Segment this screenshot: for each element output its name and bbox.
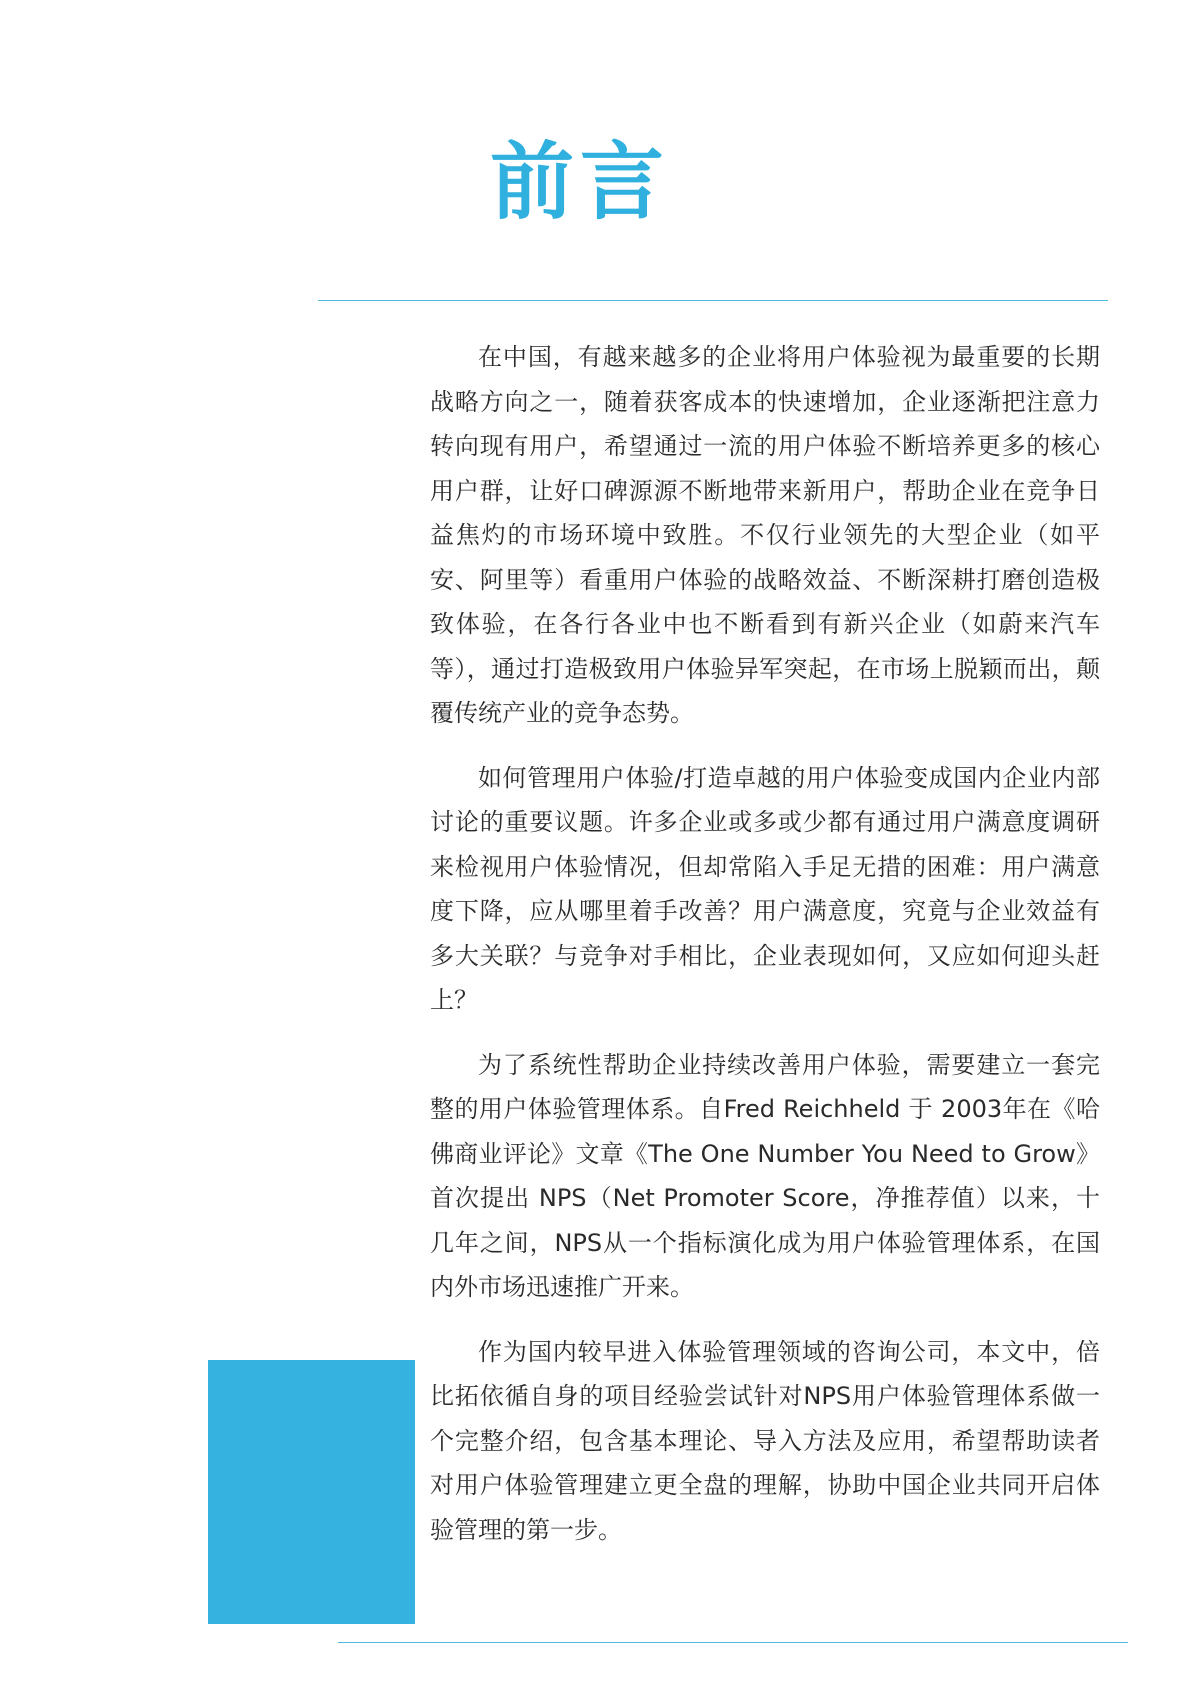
page-title: 前言 — [490, 133, 671, 231]
decorative-accent-block — [208, 1360, 415, 1624]
paragraph-4: 作为国内较早进入体验管理领域的咨询公司，本文中，倍比拓依循自身的项目经验尝试针对NPS用户体验管理体系做一个完整介绍，包含基本理论、导入方法及应用，希望帮助读者对用户体验管理建立更全盘的理解，协助中国企业共同开启体验管理的第一步。 — [430, 1337, 1100, 1544]
paragraph-2: 如何管理用户体验/打造卓越的用户体验变成国内企业内部讨论的重要议题。许多企业或多或少都有通过用户满意度调研来检视用户体验情况，但却常陷入手足无措的困难：用户满意度下降，应从哪里着手改善？用户满意度，究竟与企业效益有多大关联？与竞争对手相比，企业表现如何，又应如何迎头赶上？ — [430, 763, 1100, 1014]
paragraph-1: 在中国，有越来越多的企业将用户体验视为最重要的长期战略方向之一，随着获客成本的快速增加，企业逐渐把注意力转向现有用户，希望通过一流的用户体验不断培养更多的核心用户群，让好口碑源源不断地带来新用户，帮助企业在竞争日益焦灼的市场环境中致胜。不仅行业领先的大型企业（如平安、阿里等）看重用户体验的战略效益、不断深耕打磨创造极致体验，在各行各业中也不断看到有新兴企业（如蔚来汽车等），通过打造极致用户体验异军突起，在市场上脱颖而出，颠覆传统产业的竞争态势。 — [430, 343, 1100, 727]
paragraph-3: 为了系统性帮助企业持续改善用户体验，需要建立一套完整的用户体验管理体系。自Fred Reichheld 于 2003年在《哈佛商业评论》文章《The One Number You Need to Grow》首次提出 NPS（Net Promoter Score，净推荐值）以来，十几年之间，NPS从一个指标演化成为用户体验管理体系，在国内外市场迅速推广开来。 — [430, 1050, 1100, 1301]
top-divider — [318, 300, 1108, 301]
preface-body — [430, 335, 1100, 1572]
bottom-divider — [338, 1642, 1128, 1643]
